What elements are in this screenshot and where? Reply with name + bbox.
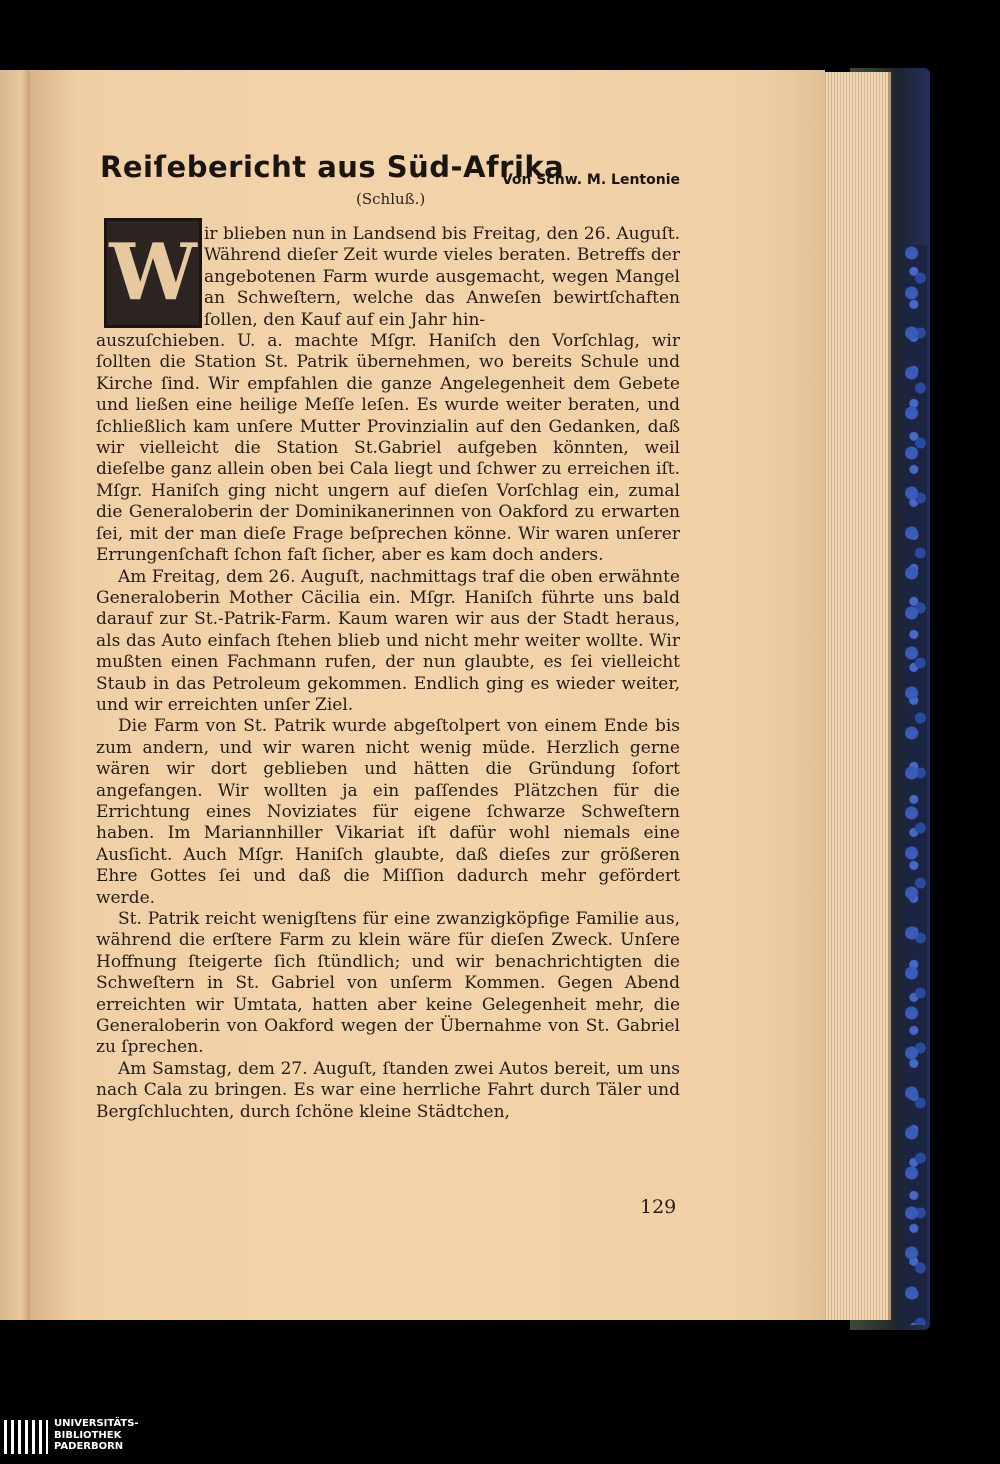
paragraph-5: Am Samstag, dem 27. Auguſt, ſtanden zwei Autos bereit, um uns nach Cala zu bringen. Es war eine herrliche Fahrt durch Täler und Bergſchluchten, durch ſchöne kleine Städtchen, <box>96 1058 680 1122</box>
article-subtitle: (Schluß.) <box>356 190 426 208</box>
article-body <box>96 224 680 1123</box>
left-page-edge <box>0 70 30 1320</box>
paragraph-3: Die Farm von St. Patrik wurde abgeſtolpert von einem Ende bis zum andern, und wir waren nicht wenig müde. Herzlich gerne wären wir dort geblieben und hätten die Gründung ſofort angefangen. Wir wollten ja ein paſſendes Plätzchen für die Errichtung eines Noviziates für eigene ſchwarze Schweſtern haben. Im Mariannhiller Vikariat iſt dafür wohl niemals eine Ausſicht. Auch Mſgr. Haniſch glaubte, daß dieſes zur größeren Ehre Gottes ſei und daß die Miſſion dadurch mehr gefördert werde. <box>96 716 680 908</box>
article-header <box>100 150 680 190</box>
first-paragraph-lines: ir blieben nun in Landsend bis Freitag, den 26. Auguſt. Während dieſer Zeit wurde vieles beraten. Betreffs der angebotenen Farm wurde ausgemacht, wegen Mangel an Schweſtern, welche das Anweſen bewirtſchaften ſollen, den Kauf auf ein Jahr hin- <box>204 224 680 330</box>
library-logo-mark <box>4 1420 48 1454</box>
logo-line-2: BIBLIOTHEK <box>54 1429 122 1441</box>
dropcap-letter: W <box>109 227 197 318</box>
article-byline: Von Schw. M. Lentonie <box>501 172 680 188</box>
paragraph-2: Am Freitag, dem 26. Auguſt, nachmittags traf die oben erwähnte Generaloberin Mother Cäcilia ein. Mſgr. Haniſch führte uns bald darauf zur St.-Patrik-Farm. Kaum waren wir aus der Stadt heraus, als das Auto einfach ſtehen blieb und nicht mehr weiter wollte. Wir mußten einen Fachmann rufen, der nun glaubte, es ſei vielleicht Staub in das Petroleum gekommen. Endlich ging es wieder weiter, und wir erreichten unſer Ziel. <box>96 566 680 715</box>
logo-line-3: PADERBORN <box>54 1441 124 1452</box>
article-title: Reiſebericht aus Süd-Afrika <box>100 150 565 184</box>
library-logo-text <box>54 1418 139 1453</box>
paragraph-4: St. Patrik reicht wenigſtens für eine zwanzigköpfige Familie aus, während die erſtere Farm zu klein wäre für dieſen Zweck. Unſere Hoffnung ſteigerte ſich ſtündlich; und wir benachrichtigten die Schweſtern in St. Gabriel von unſerm Kommen. Gegen Abend erreichten wir Umtata, hatten aber keine Gelegenheit mehr, die Generaloberin von Oakford wegen der Übernahme von St. Gabriel zu ſprechen. <box>96 909 680 1058</box>
page-edges <box>820 72 891 1320</box>
page-number: 129 <box>640 1196 677 1218</box>
marbled-cover-edge <box>905 245 927 1325</box>
paragraph-1: auszuſchieben. U. a. machte Mſgr. Haniſch den Vorſchlag, wir ſollten die Station St. Patrik übernehmen, wo bereits Schule und Kirche ſind. Wir empfahlen die ganze Angelegenheit dem Gebete und ließen eine heilige Meſſe leſen. Es wurde weiter beraten, und ſchließlich kam unſere Mutter Provinzialin auf den Gedanken, daß wir vielleicht die Station St.Gabriel aufgeben könnten, weil dieſelbe ganz allein oben bei Cala liegt und ſchwer zu erreichen iſt. Mſgr. Haniſch ging nicht ungern auf dieſen Vorſchlag ein, zumal die Generaloberin der Dominikanerinnen von Oakford zu erwarten ſei, mit der man dieſe Frage beſprechen könne. Wir waren unſerer Errungenſchaft ſchon faſt ſicher, aber es kam doch anders. <box>96 331 680 566</box>
library-logo <box>0 1418 160 1458</box>
logo-line-1: UNIVERSITÄTS- <box>54 1418 139 1429</box>
